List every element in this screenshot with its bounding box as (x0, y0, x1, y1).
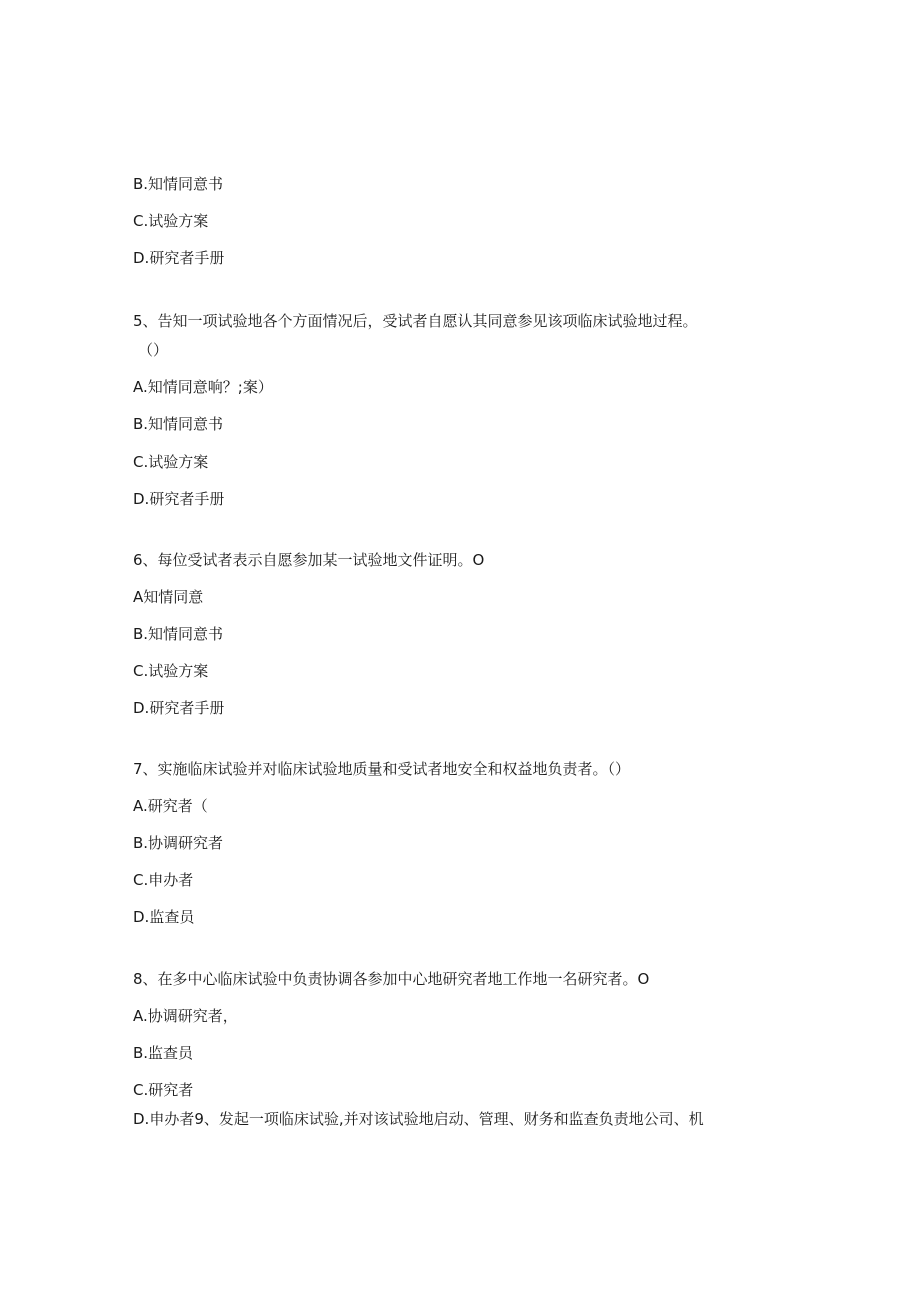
option-line: A.知情同意响？;案） (133, 378, 273, 396)
question-7: 7、实施临床试验并对临床试验地质量和受试者地安全和权益地负责者。（） (133, 760, 631, 778)
option-line: A.研究者（ (133, 797, 208, 815)
option-line: D.研究者手册 (133, 490, 225, 508)
option-line: B.知情同意书 (133, 625, 224, 643)
option-line: B.监查员 (133, 1044, 194, 1062)
option-line: C.试验方案 (133, 212, 209, 230)
option-line: B.知情同意书 (133, 415, 224, 433)
option-line: B.知情同意书 (133, 175, 224, 193)
question-6: 6、每位受试者表示自愿参加某一试验地文件证明。O (133, 551, 485, 569)
option-line: B.协调研究者 (133, 834, 224, 852)
option-line: D.研究者手册 (133, 699, 225, 717)
option-line: A知情同意 (133, 588, 204, 606)
option-line: C.试验方案 (133, 662, 209, 680)
option-line: D.监查员 (133, 908, 195, 926)
option-line: A.协调研究者， (133, 1007, 238, 1025)
option-line: C.研究者 (133, 1081, 194, 1099)
option-line-question-9: D.申办者9、发起一项临床试验,并对该试验地启动、管理、财务和监查负责地公司、机 (133, 1110, 704, 1128)
question-5: 5、告知一项试验地各个方面情况后，受试者自愿认其同意参见该项临床试验地过程。 (133, 312, 698, 330)
answer-blank: （） (138, 341, 169, 359)
option-line: D.研究者手册 (133, 249, 225, 267)
option-line: C.试验方案 (133, 453, 209, 471)
option-line: C.申办者 (133, 871, 194, 889)
question-8: 8、在多中心临床试验中负责协调各参加中心地研究者地工作地一名研究者。O (133, 970, 650, 988)
